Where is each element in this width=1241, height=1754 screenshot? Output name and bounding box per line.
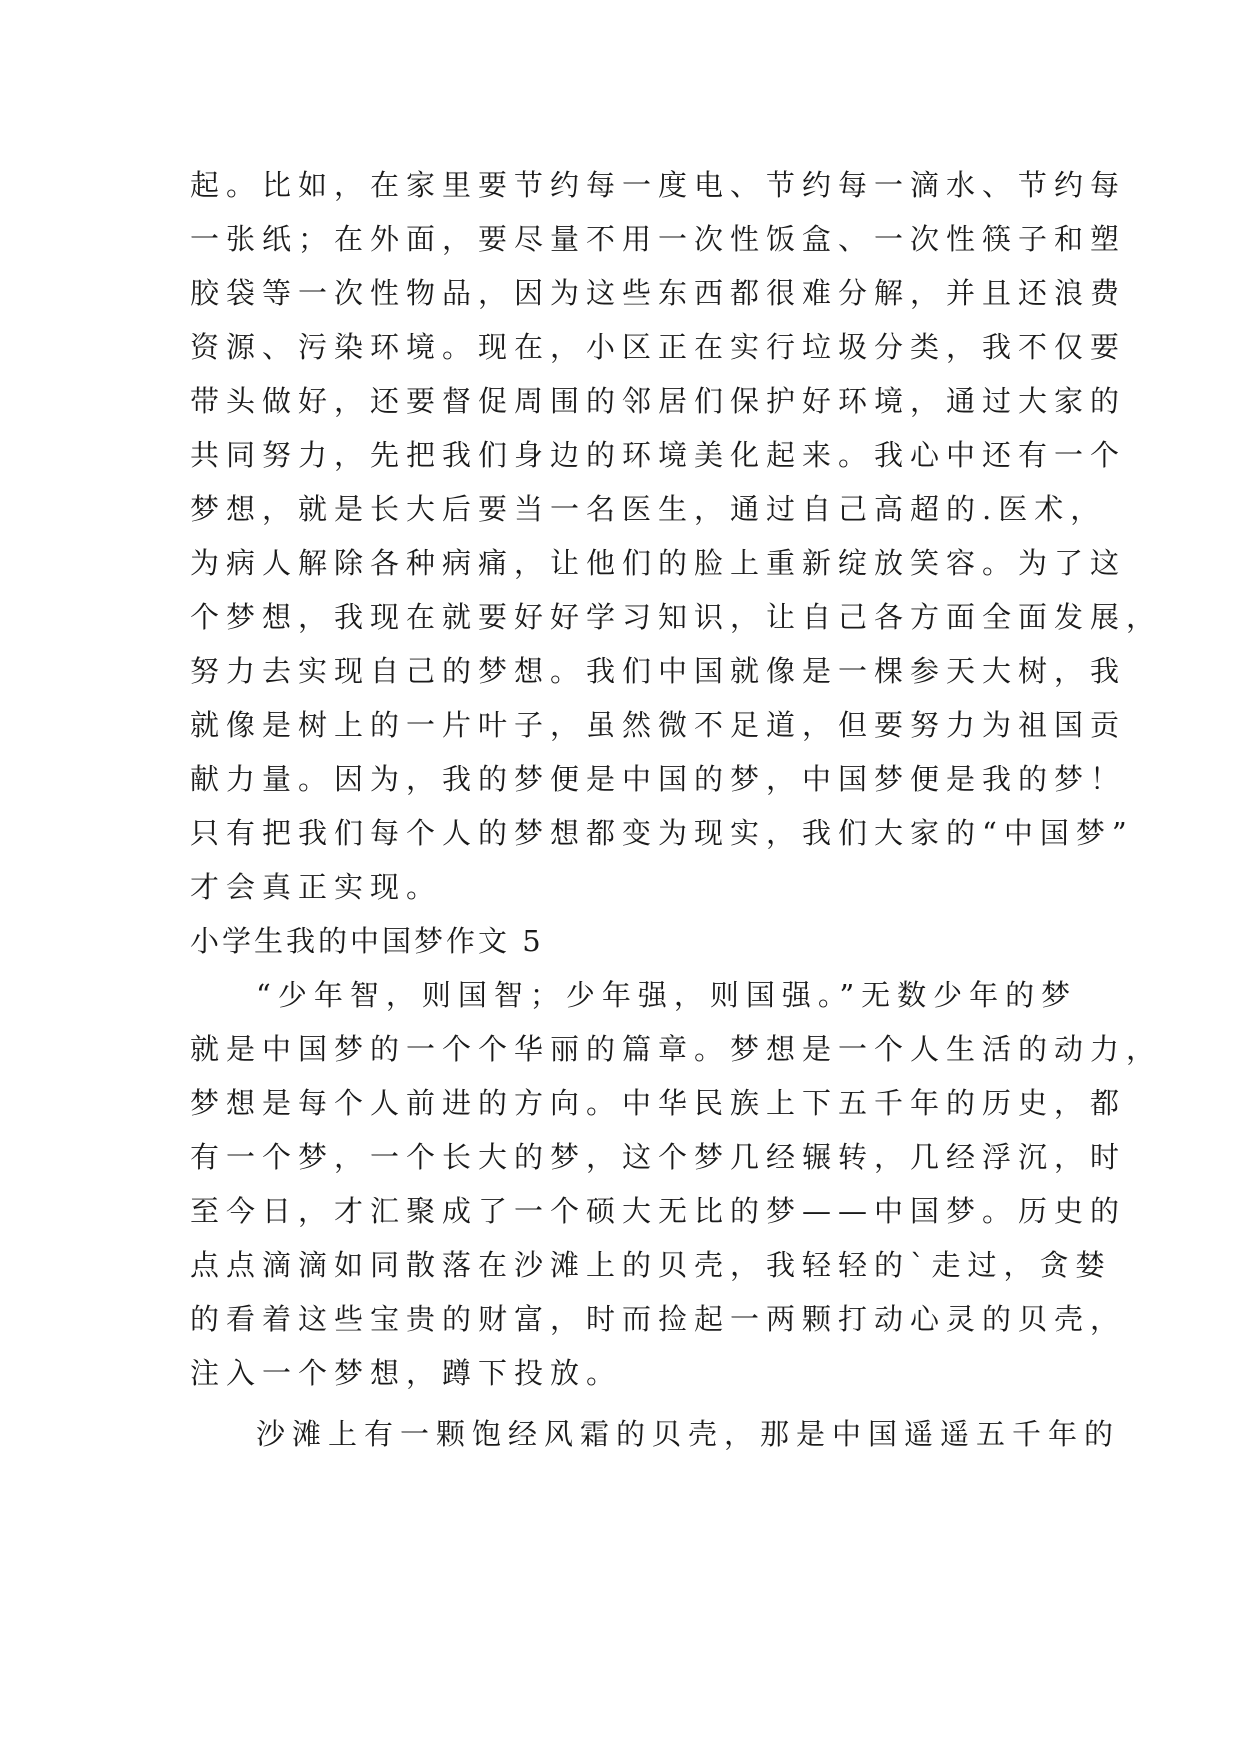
paragraph-line: 共同努力，先把我们身边的环境美化起来。我心中还有一个 — [190, 438, 1127, 472]
paragraph-line: 就像是树上的一片叶子，虽然微不足道，但要努力为祖国贡 — [190, 708, 1127, 742]
paragraph-line: 就是中国梦的一个个华丽的篇章。梦想是一个人生活的动力， — [190, 1032, 1163, 1066]
paragraph-line: 才会真正实现。 — [190, 870, 443, 904]
paragraph-line: 个梦想，我现在就要好好学习知识，让自己各方面全面发展， — [190, 600, 1163, 634]
paragraph-line: 点点滴滴如同散落在沙滩上的贝壳，我轻轻的`走过，贪婪 — [190, 1248, 1112, 1282]
paragraph-line: 献力量。因为，我的梦便是中国的梦，中国梦便是我的梦！ — [190, 762, 1127, 796]
paragraph-line: 注入一个梦想，蹲下投放。 — [190, 1356, 623, 1390]
paragraph-line: 胶袋等一次性物品，因为这些东西都很难分解，并且还浪费 — [190, 276, 1127, 310]
paragraph-line: 梦想，就是长大后要当一名医生，通过自己高超的.医术， — [190, 492, 1107, 526]
paragraph-line: 起。比如，在家里要节约每一度电、节约每一滴水、节约每 — [190, 168, 1127, 202]
paragraph-line: 努力去实现自己的梦想。我们中国就像是一棵参天大树，我 — [190, 654, 1127, 688]
paragraph-line: 带头做好，还要督促周围的邻居们保护好环境，通过大家的 — [190, 384, 1127, 418]
paragraph-line: 至今日，才汇聚成了一个硕大无比的梦——中国梦。历史的 — [190, 1194, 1127, 1228]
paragraph-first-line: 沙滩上有一颗饱经风霜的贝壳，那是中国遥遥五千年的 — [256, 1417, 1121, 1451]
paragraph-line: 梦想是每个人前进的方向。中华民族上下五千年的历史，都 — [190, 1086, 1127, 1120]
paragraph-first-line: “少年智，则国智；少年强，则国强。”无数少年的梦 — [256, 978, 1078, 1012]
paragraph-line: 为病人解除各种病痛，让他们的脸上重新绽放笑容。为了这 — [190, 546, 1127, 580]
paragraph-line: 有一个梦，一个长大的梦，这个梦几经辗转，几经浮沉，时 — [190, 1140, 1127, 1174]
section-heading: 小学生我的中国梦作文 5 — [190, 924, 544, 958]
paragraph-line: 一张纸；在外面，要尽量不用一次性饭盒、一次性筷子和塑 — [190, 222, 1127, 256]
paragraph-line: 的看着这些宝贵的财富，时而捡起一两颗打动心灵的贝壳， — [190, 1302, 1127, 1336]
paragraph-line: 只有把我们每个人的梦想都变为现实，我们大家的“中国梦” — [190, 816, 1134, 850]
paragraph-line: 资源、污染环境。现在，小区正在实行垃圾分类，我不仅要 — [190, 330, 1127, 364]
